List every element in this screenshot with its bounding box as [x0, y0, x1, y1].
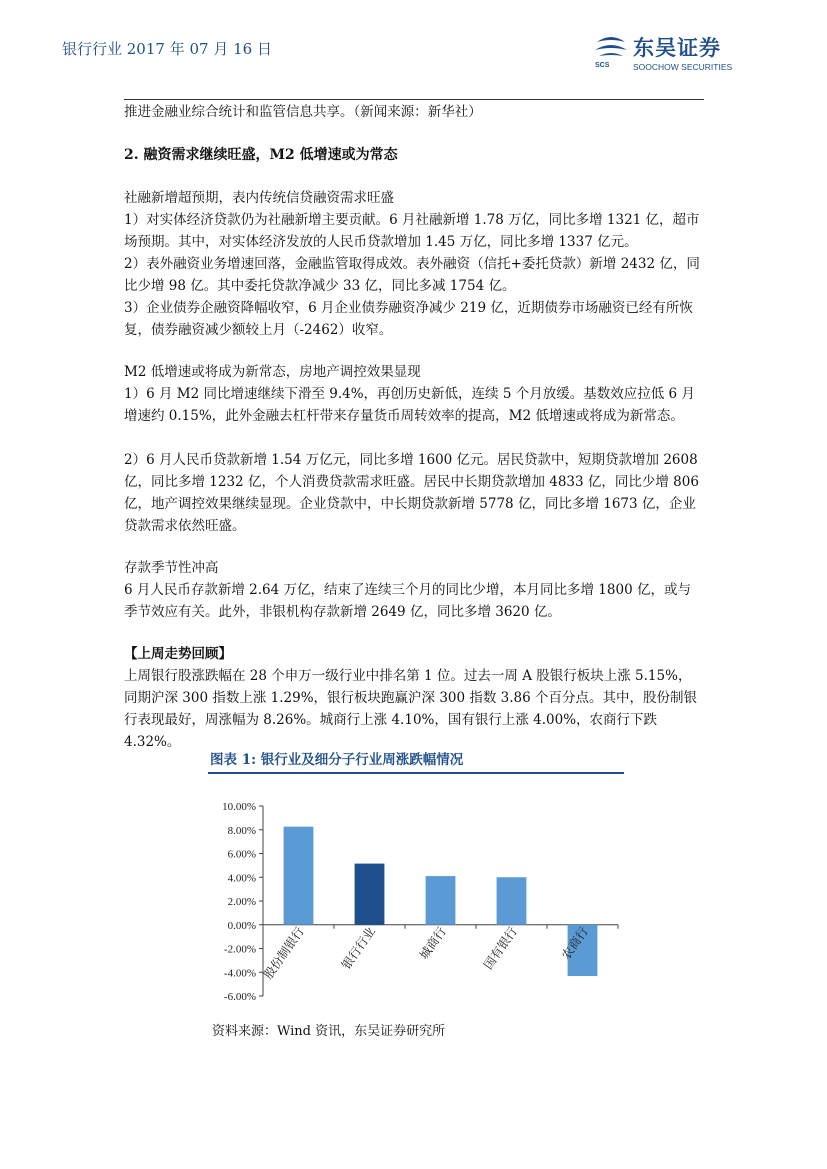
- bar: [355, 864, 385, 925]
- company-logo: [593, 34, 758, 76]
- logo-abbreviation: SCS: [595, 62, 610, 69]
- sub3-title: 存款季节性冲高: [124, 560, 219, 576]
- bar: [426, 876, 456, 925]
- x-category-label: 国有银行: [480, 924, 520, 972]
- y-tick-label: -6.00%: [223, 991, 256, 1003]
- x-category-label: 股份制银行: [261, 924, 307, 982]
- sub1-title: 社融新增超预期，表内传统信贷融资需求旺盛: [124, 190, 394, 206]
- sub2-paragraph-2: 2）6 月人民币贷款新增 1.54 万亿元，同比多增 1600 亿元。居民贷款中，短期贷款增加 2608 亿，同比多增 1232 亿，个人消费贷款需求旺盛。居民中长期贷款增加 4833 亿，同比少增 806 亿，地产调控效果继续显现。企业贷款中，中长期贷款新增 5778 亿，同比多增 1673 亿，企业贷款需求依然旺盛。: [124, 452, 699, 534]
- y-tick-label: 4.00%: [227, 872, 256, 885]
- bar: [284, 827, 314, 925]
- sub3-paragraph-1: 6 月人民币存款新增 2.64 万亿，结束了连续三个月的同比少增，本月同比多增 1800 亿，或与季节效应有关。此外，非银机构存款新增 2649 亿，同比多增 3620 亿。: [124, 582, 691, 620]
- sub2-paragraph-1: 1）6 月 M2 同比增速继续下滑至 9.4%，再创历史新低，连续 5 个月放缓。基数效应拉低 6 月增速约 0.15%，此外金融去杠杆带来存量货币周转效率的提高，M2 低增速或将成为新常态。: [124, 386, 695, 424]
- sub2-title: M2 低增速或将成为新常态，房地产调控效果显现: [124, 364, 421, 380]
- y-tick-label: 10.00%: [222, 801, 256, 813]
- x-category-label: 城商行: [416, 924, 449, 962]
- y-tick-label: -2.00%: [223, 943, 256, 956]
- logo-english-name: SOOCHOW SECURITIES: [633, 62, 733, 72]
- report-header-date: 银行行业 2017 年 07 月 16 日: [62, 40, 272, 58]
- header-divider: [124, 99, 704, 100]
- weekly-review-paragraph: 上周银行股涨跌幅在 28 个申万一级行业中排名第 1 位。过去一周 A 股银行板块上涨 5.15%，同期沪深 300 指数上涨 1.29%，银行板块跑赢沪深 300 指数 3.86 个百分点。其中，股份制银行表现最好，周涨幅为 8.26%。城商行上涨 4.10%，国有银行上涨 4.00%，农商行下跌 4.32%。: [124, 668, 698, 750]
- y-tick-label: 0.00%: [227, 919, 256, 932]
- sub1-paragraph-2: 2）表外融资业务增速回落，金融监管取得成效。表外融资（信托+委托贷款）新增 2432 亿，同比少增 98 亿。其中委托贷款净减少 33 亿，同比多减 1754 亿。: [124, 256, 700, 294]
- x-category-label: 银行行业: [338, 924, 378, 972]
- bar-chart: [208, 776, 624, 1016]
- sub1-paragraph-1: 1）对实体经济贷款仍为社融新增主要贡献。6 月社融新增 1.78 万亿，同比多增 1321 亿，超市场预期。其中，对实体经济发放的人民币贷款增加 1.45 万亿，同比多增 1337 亿元。: [124, 212, 700, 250]
- x-category-label: 农商行: [558, 924, 591, 962]
- logo-chinese-name: 东吴证券: [633, 36, 721, 60]
- figure-title: 图表 1: 银行业及细分子行业周涨跌幅情况: [210, 752, 464, 768]
- figure-source: 资料来源：Wind 资讯，东吴证券研究所: [212, 1024, 446, 1039]
- weekly-review-title: 【上周走势回顾】: [124, 646, 232, 662]
- logo-mark-icon: [593, 34, 629, 62]
- section2-title: 2. 融资需求继续旺盛，M2 低增速或为常态: [124, 147, 398, 163]
- y-tick-label: 2.00%: [227, 896, 256, 908]
- figure-title-rule: [208, 772, 624, 774]
- y-tick-label: 8.00%: [227, 824, 256, 837]
- y-tick-label: 6.00%: [227, 848, 256, 861]
- bar: [497, 877, 527, 925]
- sub1-paragraph-3: 3）企业债券企融资降幅收窄，6 月企业债券融资净减少 219 亿，近期债券市场融资已经有所恢复，债券融资减少额较上月（-2462）收窄。: [124, 300, 693, 338]
- y-tick-label: -4.00%: [223, 967, 256, 980]
- intro-line: 推进金融业综合统计和监管信息共享。（新闻来源：新华社）: [124, 104, 482, 120]
- chart-container: [208, 776, 624, 1016]
